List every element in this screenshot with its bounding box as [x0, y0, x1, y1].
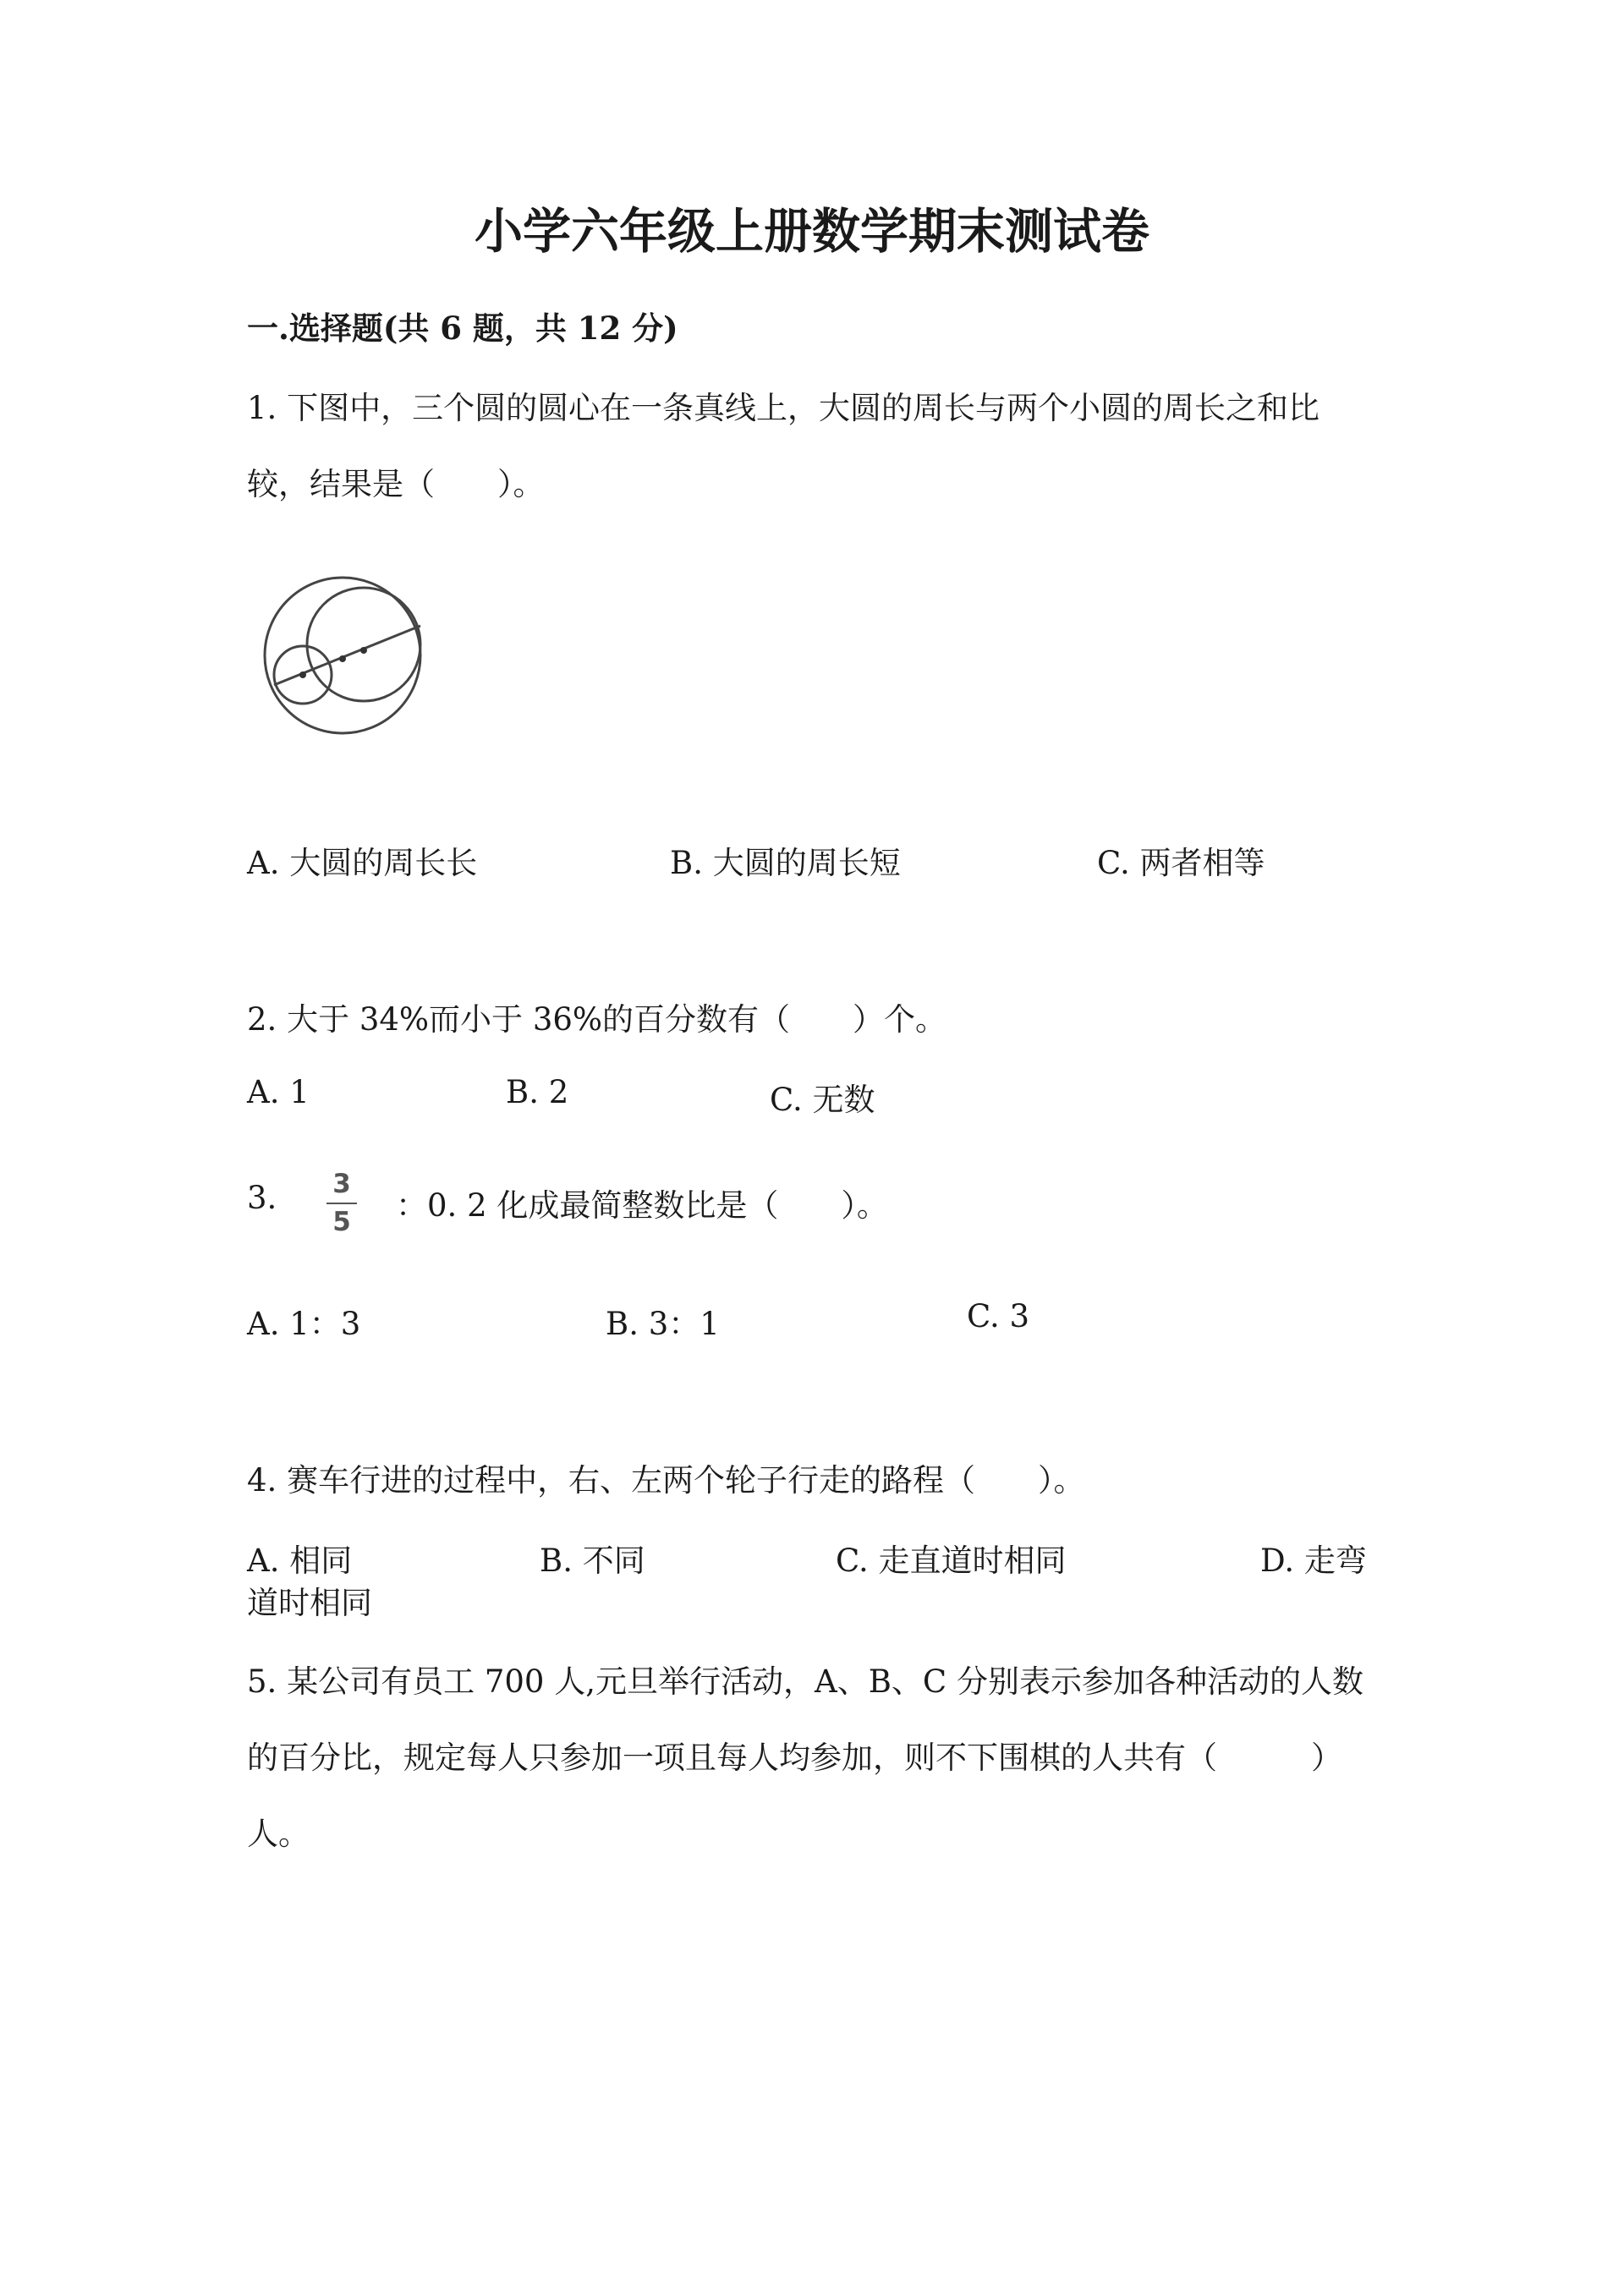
question-4-text: 4. 赛车行进的过程中，右、左两个轮子行走的路程（ ）。	[247, 1462, 1085, 1499]
question-5-text-end: 人。	[247, 1816, 310, 1852]
fraction-bar	[326, 1203, 357, 1204]
question-5-text-cont: 的百分比，规定每人只参加一项且每人均参加，则不下围棋的人共有（ ）	[247, 1740, 1342, 1776]
three-circles-figure	[262, 575, 431, 744]
question-5-text: 5. 某公司有员工 700 人,元旦举行活动，A、B、C 分别表示参加各种活动的人数	[247, 1663, 1363, 1700]
question-3-number: 3.	[247, 1180, 277, 1216]
page-title: 小学六年级上册数学期末测试卷	[475, 203, 1149, 260]
q4-option-d-wrap[interactable]: 道时相同	[247, 1585, 372, 1621]
center-line	[274, 626, 420, 685]
question-1-text-cont: 较，结果是（ ）。	[247, 466, 545, 502]
q3-option-c[interactable]: C. 3	[967, 1298, 1030, 1334]
q2-option-a[interactable]: A. 1	[247, 1074, 310, 1110]
medium-center-dot	[360, 647, 367, 654]
q4-option-b[interactable]: B. 不同	[540, 1543, 645, 1579]
q4-option-c[interactable]: C. 走直道时相同	[836, 1543, 1067, 1579]
q3-option-a[interactable]: A. 1：3	[247, 1306, 361, 1342]
fraction-denominator: 5	[332, 1207, 351, 1237]
question-1-text: 1. 下图中，三个圆的圆心在一条真线上，大圆的周长与两个小圆的周长之和比	[247, 390, 1320, 426]
q3-option-b[interactable]: B. 3：1	[606, 1306, 720, 1342]
section-heading: 一.选择题(共 6 题，共 12 分)	[247, 310, 678, 347]
medium-circle	[307, 588, 420, 701]
small-center-dot	[299, 671, 306, 678]
q1-option-b[interactable]: B. 大圆的周长短	[670, 845, 901, 881]
q1-option-a[interactable]: A. 大圆的周长长	[247, 845, 478, 881]
q2-option-c[interactable]: C. 无数	[770, 1082, 875, 1118]
fraction-three-fifths	[326, 1171, 357, 1236]
q4-option-d[interactable]: D. 走弯	[1260, 1543, 1367, 1579]
large-center-dot	[339, 655, 346, 662]
question-3-text: ：0. 2 化成最简整数比是（ ）。	[396, 1187, 888, 1224]
q2-option-b[interactable]: B. 2	[506, 1074, 569, 1110]
q4-option-a[interactable]: A. 相同	[247, 1543, 353, 1579]
fraction-numerator: 3	[332, 1169, 351, 1199]
q1-option-c[interactable]: C. 两者相等	[1097, 845, 1265, 881]
question-2-text: 2. 大于 34%而小于 36%的百分数有（ ）个。	[247, 1001, 947, 1038]
